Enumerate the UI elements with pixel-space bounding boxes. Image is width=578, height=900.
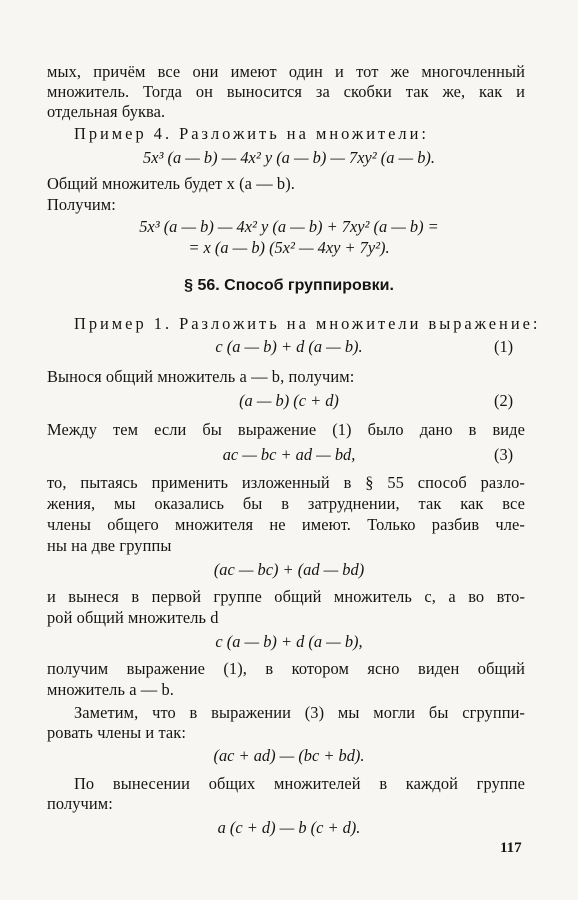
text-line: рой общий множитель d (47, 608, 219, 627)
formula: (ac — bc) + (ad — bd) (213, 560, 365, 579)
example-heading (74, 314, 540, 334)
text-line: и вынеся в первой группе общий множитель c, а во вто- (47, 587, 525, 606)
formula-text: c (a — b) + d (a — b). (215, 337, 363, 356)
formula: = x (a — b) (5x² — 4xy + 7y²). (188, 238, 390, 257)
text-line: Получим: (47, 195, 116, 214)
formula: a (c + d) — b (c + d). (217, 818, 361, 837)
formula: 5x³ (a — b) — 4x² y (a — b) — 7xy² (a — b). (143, 148, 435, 167)
equation-number: (3) (494, 445, 514, 464)
text-line: ны на две группы (47, 536, 172, 555)
formula-text: (a — b) (c + d) (239, 391, 339, 410)
formula (0, 337, 578, 357)
text-line: мых, причём все они имеют один и тот же многочленный (47, 62, 525, 81)
text-line: По вынесении общих множителей в каждой группе (74, 774, 525, 793)
formula-text: ac — bc + ad — bd, (222, 445, 356, 464)
text-line: получим выражение (1), в котором ясно виден общий (47, 659, 525, 678)
text-line: то, пытаясь применить изложенный в § 55 способ разло- (47, 473, 525, 492)
page-number: 117 (500, 840, 522, 856)
formula: c (a — b) + d (a — b), (215, 632, 363, 651)
text-line: Между тем если бы выражение (1) было дано в виде (47, 420, 525, 439)
formula: 5x³ (a — b) — 4x² y (a — b) + 7xy² (a — b) = (139, 217, 439, 236)
equation-number: (1) (494, 337, 514, 356)
text-line: Общий множитель будет x (a — b). (47, 174, 295, 193)
text-line: члены общего множителя не имеют. Только разбив чле- (47, 515, 525, 534)
equation-number: (2) (494, 391, 514, 410)
formula (0, 445, 578, 465)
text-line: Вынося общий множитель a — b, получим: (47, 367, 355, 386)
section-heading: § 56. Способ группировки. (184, 277, 394, 294)
formula: (ac + ad) — (bc + bd). (213, 746, 365, 765)
text-line: множитель a — b. (47, 680, 174, 699)
text-line: ровать члены и так: (47, 723, 187, 742)
text-line: жения, мы оказались бы в затруднении, так как все (47, 494, 525, 513)
text-line: Заметим, что в выражении (3) мы могли бы сгруппи- (74, 703, 525, 722)
text-line: множитель. Тогда он выносится за скобки так же, как и (47, 82, 525, 101)
formula (0, 391, 578, 411)
text-line: Пример 4. Разложить на множители: (74, 124, 429, 143)
text-line: Пример 1. Разложить на множители выражение: (74, 314, 541, 333)
text-line: получим: (47, 794, 113, 813)
text-line: отдельная буква. (47, 102, 166, 121)
example-heading (74, 124, 429, 144)
